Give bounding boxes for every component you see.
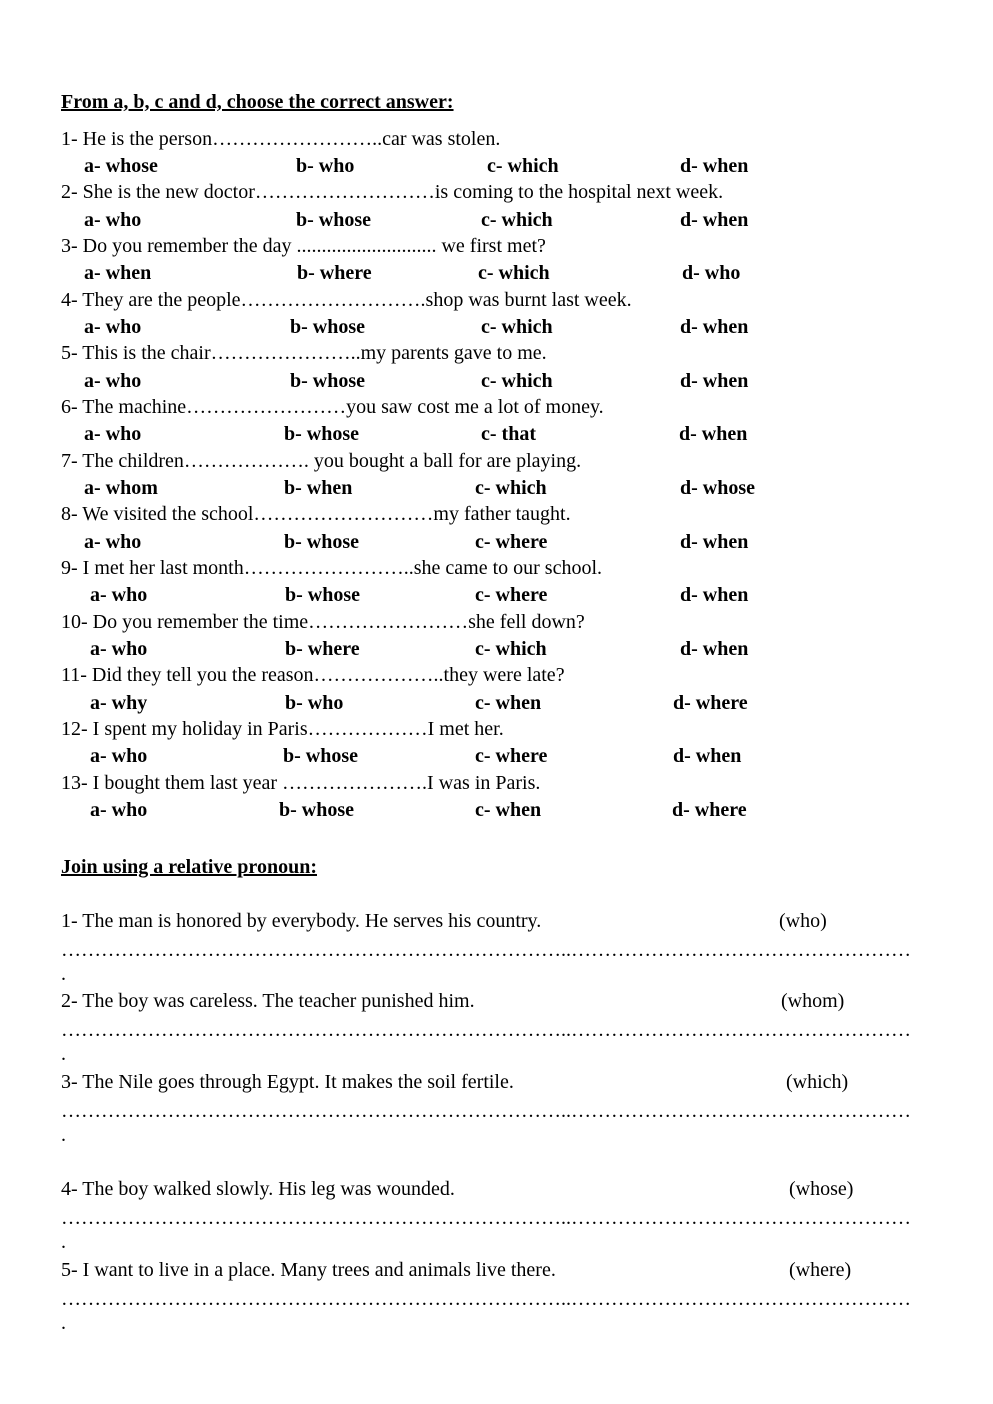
question-5: 5- This is the chair…………………..my parents gave to me. xyxy=(61,342,547,364)
option-c: c- which xyxy=(475,638,547,660)
option-d: d- where xyxy=(672,799,747,821)
option-a: a- who xyxy=(84,316,142,338)
section2-heading: Join using a relative pronoun: xyxy=(61,856,317,878)
option-d: d- when xyxy=(680,584,749,606)
option-b: b- whose xyxy=(285,584,361,606)
answer-line: …………………………………………………………………..…………………………………………… xyxy=(61,1207,911,1229)
option-b: b- whose xyxy=(290,370,366,392)
answer-line: …………………………………………………………………..…………………………………………… xyxy=(61,1019,911,1041)
option-b: b- who xyxy=(285,692,344,714)
pronoun-hint: (where) xyxy=(789,1259,852,1281)
question-9: 9- I met her last month……………………..she came to our school. xyxy=(61,557,603,579)
question-1: 1- He is the person……………………..car was stolen. xyxy=(61,128,501,150)
option-a: a- when xyxy=(84,262,152,284)
option-d: d- when xyxy=(680,155,749,177)
pronoun-hint: (which) xyxy=(786,1071,849,1093)
option-b: b- where xyxy=(285,638,360,660)
option-a: a- who xyxy=(90,745,148,767)
option-b: b- whose xyxy=(284,423,360,445)
join-sentence-4: 4- The boy walked slowly. His leg was wounded. xyxy=(61,1178,455,1200)
answer-line-end: . xyxy=(61,963,66,985)
option-d: d- when xyxy=(680,531,749,553)
question-12: 12- I spent my holiday in Paris………………I met her. xyxy=(61,718,504,740)
option-b: b- whose xyxy=(283,745,359,767)
join-sentence-1: 1- The man is honored by everybody. He serves his country. xyxy=(61,910,542,932)
section1-heading: From a, b, c and d, choose the correct answer: xyxy=(61,91,454,113)
option-d: d- when xyxy=(680,638,749,660)
option-a: a- who xyxy=(90,584,148,606)
option-c: c- which xyxy=(475,477,547,499)
option-c: c- which xyxy=(478,262,550,284)
option-c: c- which xyxy=(481,316,553,338)
option-a: a- why xyxy=(90,692,148,714)
option-c: c- where xyxy=(475,745,548,767)
pronoun-hint: (whose) xyxy=(789,1178,854,1200)
question-3: 3- Do you remember the day ............................ we first met? xyxy=(61,235,546,257)
option-c: c- where xyxy=(475,531,548,553)
option-a: a- whose xyxy=(84,155,158,177)
option-b: b- whose xyxy=(279,799,355,821)
option-d: d- when xyxy=(679,423,748,445)
join-sentence-2: 2- The boy was careless. The teacher punished him. xyxy=(61,990,475,1012)
option-d: d- when xyxy=(680,370,749,392)
question-13: 13- I bought them last year ………………….I was in Paris. xyxy=(61,772,541,794)
option-c: c- when xyxy=(475,692,542,714)
answer-line-end: . xyxy=(61,1312,66,1334)
answer-line-end: . xyxy=(61,1231,66,1253)
option-d: d- whose xyxy=(680,477,756,499)
answer-line: …………………………………………………………………..…………………………………………… xyxy=(61,939,911,961)
option-b: b- whose xyxy=(296,209,372,231)
pronoun-hint: (whom) xyxy=(781,990,845,1012)
question-2: 2- She is the new doctor………………………is coming to the hospital next week. xyxy=(61,181,724,203)
option-c: c- which xyxy=(487,155,559,177)
question-6: 6- The machine……………………you saw cost me a lot of money. xyxy=(61,396,604,418)
option-a: a- who xyxy=(84,209,142,231)
option-d: d- when xyxy=(680,316,749,338)
option-c: c- when xyxy=(475,799,542,821)
answer-line: …………………………………………………………………..…………………………………………… xyxy=(61,1288,911,1310)
option-d: d- when xyxy=(673,745,742,767)
option-a: a- who xyxy=(84,531,142,553)
option-c: c- which xyxy=(481,209,553,231)
option-b: b- whose xyxy=(284,531,360,553)
pronoun-hint: (who) xyxy=(779,910,827,932)
question-11: 11- Did they tell you the reason………………..they were late? xyxy=(61,664,565,686)
option-b: b- where xyxy=(297,262,372,284)
option-a: a- whom xyxy=(84,477,158,499)
join-sentence-3: 3- The Nile goes through Egypt. It makes the soil fertile. xyxy=(61,1071,514,1093)
question-7: 7- The children………………. you bought a ball for are playing. xyxy=(61,450,582,472)
option-d: d- when xyxy=(680,209,749,231)
answer-line: …………………………………………………………………..…………………………………………… xyxy=(61,1100,911,1122)
option-b: b- when xyxy=(284,477,353,499)
question-10: 10- Do you remember the time……………………she fell down? xyxy=(61,611,585,633)
option-a: a- who xyxy=(90,638,148,660)
option-a: a- who xyxy=(84,423,142,445)
option-d: d- who xyxy=(682,262,741,284)
join-sentence-5: 5- I want to live in a place. Many trees and animals live there. xyxy=(61,1259,556,1281)
question-8: 8- We visited the school………………………my father taught. xyxy=(61,503,571,525)
option-d: d- where xyxy=(673,692,748,714)
question-4: 4- They are the people……………………….shop was burnt last week. xyxy=(61,289,632,311)
answer-line-end: . xyxy=(61,1043,66,1065)
answer-line-end: . xyxy=(61,1124,66,1146)
option-a: a- who xyxy=(84,370,142,392)
option-b: b- who xyxy=(296,155,355,177)
option-c: c- which xyxy=(481,370,553,392)
option-a: a- who xyxy=(90,799,148,821)
option-b: b- whose xyxy=(290,316,366,338)
option-c: c- that xyxy=(481,423,536,445)
option-c: c- where xyxy=(475,584,548,606)
